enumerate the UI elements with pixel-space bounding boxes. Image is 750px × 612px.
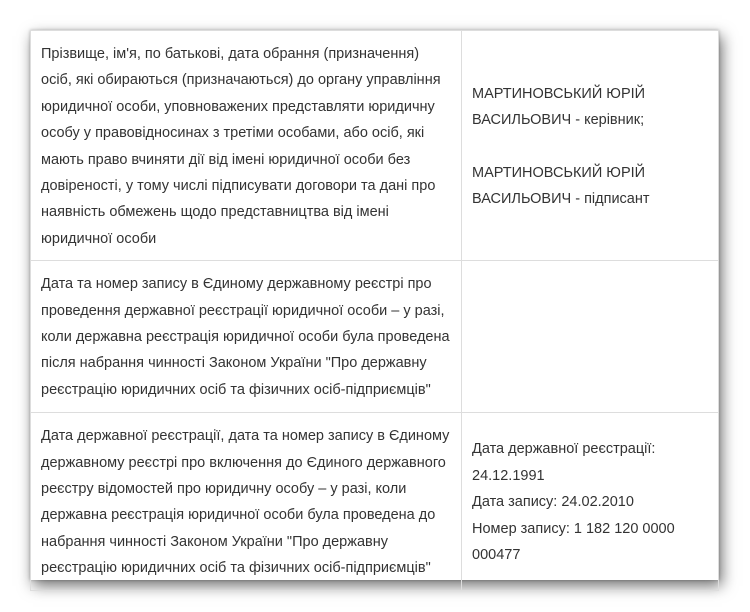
value-line-record-date: Дата запису: 24.02.2010 — [472, 494, 634, 511]
registry-info-table — [30, 30, 719, 580]
info-table — [30, 30, 719, 591]
row-value-registration-date — [462, 413, 719, 590]
value-line-director: МАРТИНОВСЬКИЙ ЮРІЙ ВАСИЛЬОВИЧ - керівник; — [472, 85, 646, 129]
value-line-signatory: МАРТИНОВСЬКИЙ ЮРІЙ ВАСИЛЬОВИЧ - підписант — [472, 164, 650, 208]
table-row — [31, 31, 719, 261]
value-line-record-number: Номер запису: 1 182 120 0000 000477 — [472, 520, 675, 564]
table-row — [31, 261, 719, 413]
value-line-registration-date: Дата державної реєстрації: 24.12.1991 — [472, 441, 656, 484]
row-value-registration-record — [462, 261, 719, 413]
row-label-authorized-persons: Прізвище, ім'я, по батькові, дата обрання (призначення) осіб, які обираються (призначаються) до органу управління юридичної особи, уповноважених представляти юридичну особу у правовідносинах з третіми особами, або осіб, які мають право вчиняти дії від імені юридичної особи без довіреності, у тому числі підписувати договори та дані про наявність обмежень щодо представництва від імені юридичної особи — [31, 31, 462, 261]
row-label-registration-date: Дата державної реєстрації, дата та номер запису в Єдиному державному реєстрі про включення до Єдиного державного реєстру відомостей про юридичну особу – у разі, коли державна реєстрація юридичної особи була проведена до набрання чинності Законом України "Про державну реєстрацію юридичних осіб та фізичних осіб-підприємців" — [31, 413, 462, 590]
row-value-authorized-persons — [462, 31, 719, 261]
row-label-registration-record: Дата та номер запису в Єдиному державному реєстрі про проведення державної реєстрації юридичної особи – у разі, коли державна реєстрація юридичної особи була проведена після набрання чинності Законом України "Про державну реєстрацію юридичних осіб та фізичних осіб-підприємців" — [31, 261, 462, 413]
table-row — [31, 413, 719, 590]
value-spacer — [472, 134, 708, 160]
